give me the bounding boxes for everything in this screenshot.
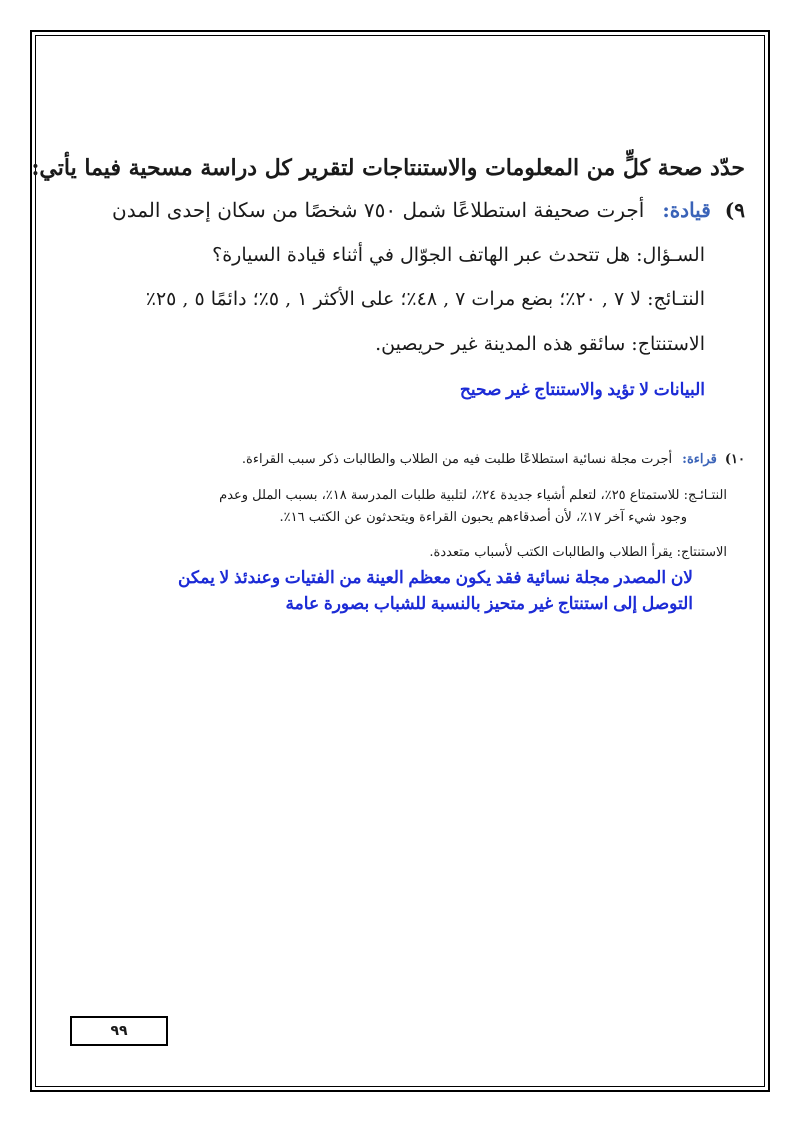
page-content bbox=[31, 0, 745, 1131]
question-9-survey-question: السـؤال: هل تتحدث عبر الهاتف الجوّال في أثناء قيادة السيارة؟ bbox=[212, 244, 705, 266]
page-number: ٩٩ bbox=[110, 1023, 128, 1039]
question-10-answer-line-2: التوصل إلى استنتاج غير متحيز بالنسبة للشباب بصورة عامة bbox=[285, 594, 693, 613]
question-10-number: ١٠) bbox=[724, 452, 745, 467]
question-9-results: النتـائج: لا ٧ , ٢٠٪؛ بضع مرات ٧ , ٤٨٪؛ على الأكثر ١ , ٥٪؛ دائمًا ٥ , ٢٥٪ bbox=[145, 288, 705, 310]
question-9-conclusion: الاستنتاج: سائقو هذه المدينة غير حريصين. bbox=[375, 333, 705, 355]
instructions-heading: حدّد صحة كلٍّ من المعلومات والاستنتاجات لتقرير كل دراسة مسحية فيما يأتي: bbox=[31, 155, 745, 181]
question-9-topic: قيادة: bbox=[662, 198, 711, 222]
question-10-results-line-1: النتـائـج: للاستمتاع ٢٥٪، لتعلم أشياء جديدة ٢٤٪، لتلبية طلبات المدرسة ١٨٪، بسبب الملل وعدم bbox=[219, 488, 727, 503]
question-10-conclusion: الاستنتاج: يقرأ الطلاب والطالبات الكتب لأسباب متعددة. bbox=[429, 545, 727, 560]
question-9-number: ٩) bbox=[724, 198, 745, 222]
page-number-box bbox=[70, 1016, 168, 1046]
question-10-results-line-2: وجود شيء آخر ١٧٪، لأن أصدقاءهم يحبون القراءة ويتحدثون عن الكتب ١٦٪. bbox=[279, 510, 687, 525]
question-10-text: أجرت مجلة نسائية استطلاعًا طلبت فيه من الطلاب والطالبات ذكر سبب القراءة. bbox=[241, 452, 673, 467]
question-9-text: أجرت صحيفة استطلاعًا شمل ٧٥٠ شخصًا من سكان إحدى المدن bbox=[112, 198, 645, 222]
question-9 bbox=[112, 198, 745, 222]
question-10-answer-line-1: لان المصدر مجلة نسائية فقد يكون معظم العينة من الفتيات وعندئذ لا يمكن bbox=[177, 568, 693, 587]
question-10-topic: قراءة: bbox=[682, 452, 717, 467]
question-9-answer: البيانات لا تؤيد والاستنتاج غير صحيح bbox=[459, 380, 705, 399]
question-10 bbox=[242, 452, 745, 467]
